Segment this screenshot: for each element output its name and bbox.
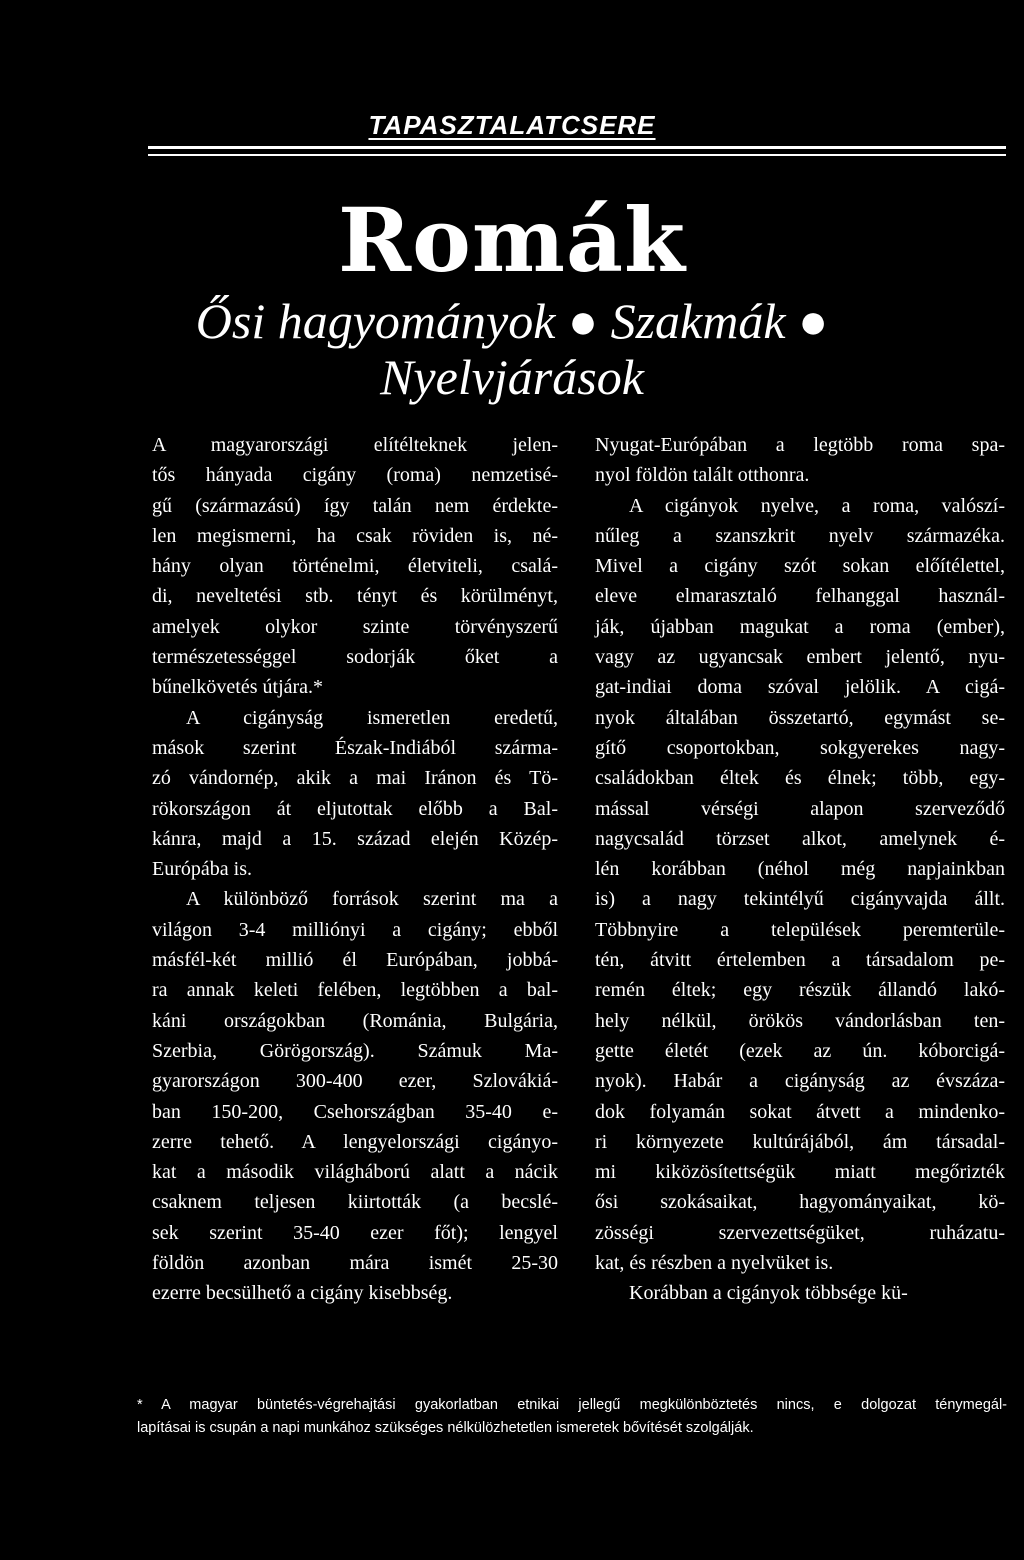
footnote <box>137 1394 1007 1440</box>
text-line: Nyugat-Európában a legtöbb roma spa- <box>595 434 1005 456</box>
text-line: zösségi szervezettségüket, ruházatu- <box>595 1221 1005 1244</box>
text-line: mások szerint Észak-Indiából szárma- <box>152 736 558 759</box>
text-line: eleve elmarasztaló felhanggal használ- <box>595 585 1005 608</box>
text-line: nyok általában összetartó, egymást se- <box>595 706 1005 729</box>
text-line: vagy az ugyancsak embert jelentő, nyu- <box>595 646 1005 669</box>
article-title: Romák <box>338 188 686 292</box>
text-line: családokban éltek és élnek; több, egy- <box>595 767 1005 790</box>
text-line: mi kiközösítettségük miatt megőrizték <box>595 1161 1005 1184</box>
text-line: ri környezete kultúrájából, ám társadal- <box>595 1130 1005 1153</box>
text-line: gítő csoportokban, sokgyerekes nagy- <box>595 736 1005 759</box>
text-line: tős hányada cigány (roma) nemzetisé- <box>152 464 558 487</box>
text-line: másfél-két millió él Európában, jobbá- <box>152 949 558 972</box>
text-line: len megismerni, ha csak röviden is, né- <box>152 524 558 547</box>
text-line: gette életét (ezek az ún. kóborcigá- <box>595 1039 1005 1062</box>
text-line: di, neveltetési stb. tényt és körülményt, <box>152 585 558 608</box>
subtitle-line-2: Nyelvjárások <box>380 349 644 405</box>
text-line: amelyek olykor szinte törvényszerű <box>152 615 558 638</box>
text-line: tén, átvitt értelemben a társadalom pe- <box>595 949 1005 972</box>
text-line: lén korábban (néhol még napjainkban <box>595 858 1005 881</box>
text-line: földön azonban mára ismét 25-30 <box>152 1252 558 1275</box>
text-line: zerre tehető. A lengyelországi cigányo- <box>152 1130 558 1153</box>
text-line: ősi szokásaikat, hagyományaikat, kö- <box>595 1191 1005 1214</box>
right-column <box>595 430 1005 1309</box>
text-line: remén éltek; egy részük állandó lakó- <box>595 979 1005 1002</box>
text-line: A cigányság ismeretlen eredetű, <box>186 706 558 729</box>
left-column <box>152 430 558 1309</box>
subtitle-line-1: Ősi hagyományok ● Szakmák ● <box>195 293 829 349</box>
text-line: nyol földön talált otthonra. <box>595 464 810 487</box>
text-line: dok folyamán sokat átvett a mindenko- <box>595 1100 1005 1123</box>
footnote-line-2: lapításai is csupán a napi munkához szükséges nélkülözhetetlen ismeretek bővítését szolgálják. <box>137 1420 754 1436</box>
text-line: világon 3-4 milliónyi a cigány; ebből <box>152 918 558 941</box>
text-line: kánra, majd a 15. század elején Közép- <box>152 827 558 850</box>
text-line: gű (származású) így talán nem érdekte- <box>152 494 558 517</box>
text-line: gat-indiai doma szóval jelölik. A cigá- <box>595 676 1005 699</box>
text-line: bűnelkövetés útjára.* <box>152 676 324 699</box>
text-line: nűleg a szanszkrit nyelv származéka. <box>595 524 1005 547</box>
text-line: hány olyan történelmi, életviteli, csalá- <box>152 555 558 578</box>
text-line: nagycsalád törzset alkot, amelynek é- <box>595 827 1005 850</box>
text-line: ják, újabban magukat a roma (ember), <box>595 615 1005 638</box>
text-line: Szerbia, Görögország). Számuk Ma- <box>152 1039 558 1062</box>
text-line: Korábban a cigányok többsége kü- <box>629 1282 908 1305</box>
text-line: természetességgel sodorják őket a <box>152 646 558 669</box>
text-line: zó vándornép, akik a mai Iránon és Tö- <box>152 767 558 790</box>
text-line: sek szerint 35-40 ezer főt); lengyel <box>152 1221 558 1244</box>
text-line: Mivel a cigány szót sokan előítélettel, <box>595 555 1005 578</box>
text-line: hely nélkül, örökös vándorlásban ten- <box>595 1009 1005 1032</box>
text-line: A különböző források szerint ma a <box>186 888 558 911</box>
header-rule-top <box>148 146 1006 149</box>
text-line: kat a második világháború alatt a nácik <box>152 1161 558 1184</box>
text-line: nyok). Habár a cigányság az évszáza- <box>595 1070 1005 1093</box>
text-line: mással vérségi alapon szerveződő <box>595 797 1005 820</box>
text-line: ban 150-200, Csehországban 35-40 e- <box>152 1100 558 1123</box>
footnote-line-1: * A magyar büntetés-végrehajtási gyakorlatban etnikai jellegű megkülönböztetés nincs, e dolgozat ténymegál- <box>137 1397 1007 1413</box>
text-line: Többnyire a települések peremterüle- <box>595 918 1005 941</box>
header-rule-bottom <box>148 154 1006 156</box>
text-line: ezerre becsülhető a cigány kisebbség. <box>152 1282 453 1305</box>
text-line: rökországon át eljutottak előbb a Bal- <box>152 797 558 820</box>
text-line: gyarországon 300-400 ezer, Szlovákiá- <box>152 1070 558 1093</box>
article-subtitle <box>0 293 1024 405</box>
text-line: is) a nagy tekintélyű cigányvajda állt. <box>595 888 1005 911</box>
text-line: káni országokban (Románia, Bulgária, <box>152 1009 558 1032</box>
section-label: TAPASZTALATCSERE <box>368 110 656 140</box>
text-line: A magyarországi elítélteknek jelen- <box>152 434 558 456</box>
text-line: A cigányok nyelve, a roma, valószí- <box>629 494 1005 517</box>
text-line: Európába is. <box>152 858 252 881</box>
text-line: kat, és részben a nyelvüket is. <box>595 1252 834 1275</box>
text-line: csaknem teljesen kiirtották (a becslé- <box>152 1191 558 1214</box>
text-line: ra annak keleti felében, legtöbben a bal- <box>152 979 558 1002</box>
